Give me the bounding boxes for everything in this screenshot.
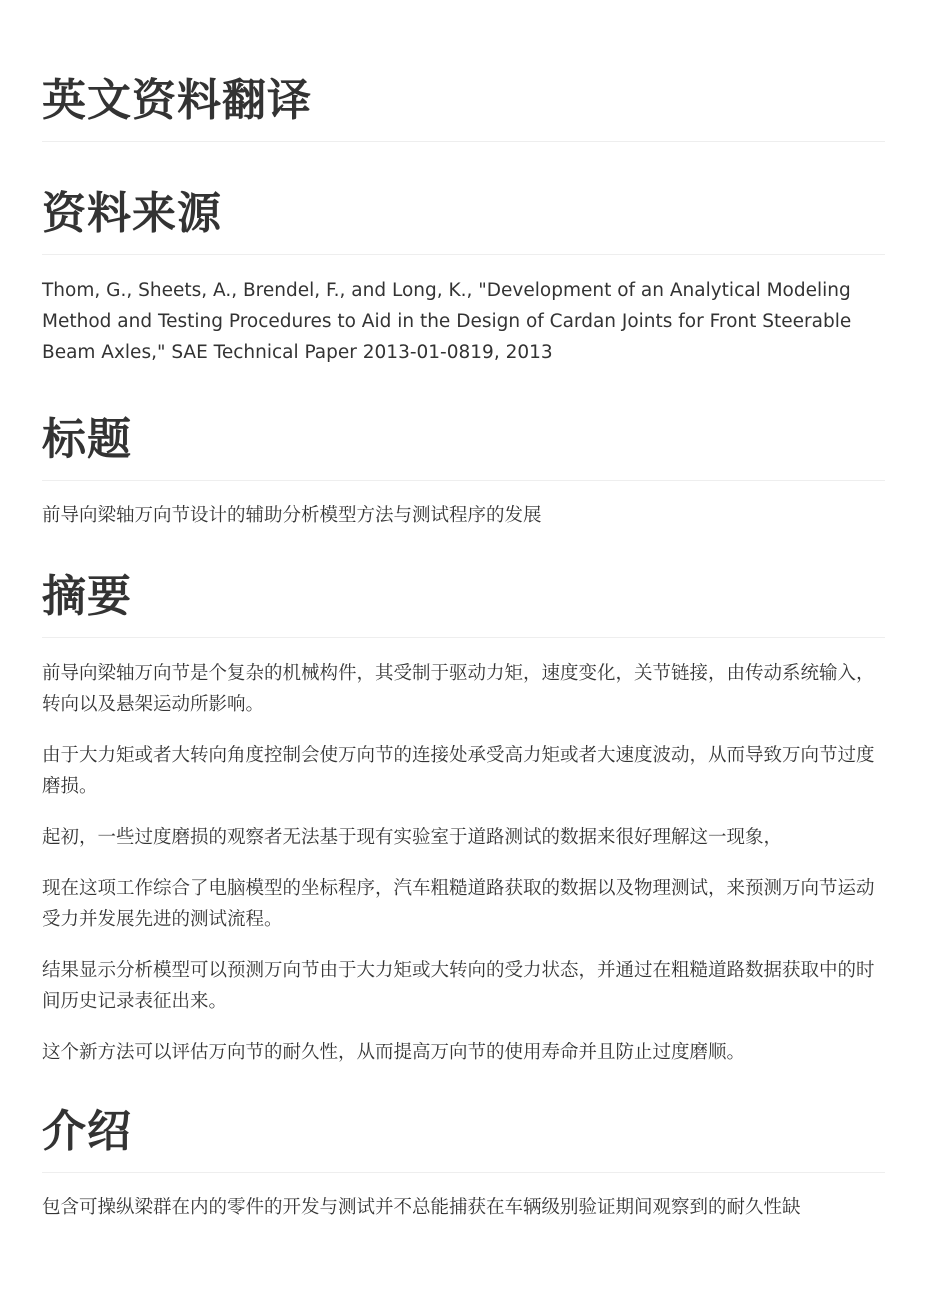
- abstract-paragraph: 这个新方法可以评估万向节的耐久性，从而提高万向节的使用寿命并且防止过度磨顺。: [42, 1042, 746, 1063]
- intro-paragraph: 包含可操纵梁群在内的零件的开发与测试并不总能捕获在车辆级别验证期间观察到的耐久性缺: [42, 1197, 801, 1218]
- intro-heading: 介绍: [42, 1102, 885, 1173]
- abstract-paragraph: 由于大力矩或者大转向角度控制会使万向节的连接处承受高力矩或者大速度波动，从而导致万向节过度磨损。: [42, 745, 875, 797]
- translated-title: 前导向梁轴万向节设计的辅助分析模型方法与测试程序的发展: [42, 505, 542, 526]
- title-heading: 标题: [42, 410, 885, 481]
- source-heading: 资料来源: [42, 184, 885, 255]
- document-title: 英文资料翻译: [42, 71, 885, 142]
- abstract-paragraph: 前导向梁轴万向节是个复杂的机械构件，其受制于驱动力矩，速度变化，关节链接，由传动系统输入，转向以及悬架运动所影响。: [42, 663, 875, 715]
- source-citation: Thom, G., Sheets, A., Brendel, F., and Long, K., "Development of an Analytical Modeling Method and Testing Procedures to Aid in the Design of Cardan Joints for Front Steerable Beam Axles," SAE Technical Paper 2013-01-0819, 2013: [42, 280, 852, 363]
- abstract-paragraph: 结果显示分析模型可以预测万向节由于大力矩或大转向的受力状态，并通过在粗糙道路数据获取中的时间历史记录表征出来。: [42, 960, 875, 1012]
- abstract-heading: 摘要: [42, 567, 885, 638]
- abstract-paragraph: 起初，一些过度磨损的观察者无法基于现有实验室于道路测试的数据来很好理解这一现象，: [42, 827, 783, 848]
- abstract-body: [42, 658, 885, 1068]
- abstract-paragraph: 现在这项工作综合了电脑模型的坐标程序，汽车粗糙道路获取的数据以及物理测试，来预测万向节运动受力并发展先进的测试流程。: [42, 878, 875, 930]
